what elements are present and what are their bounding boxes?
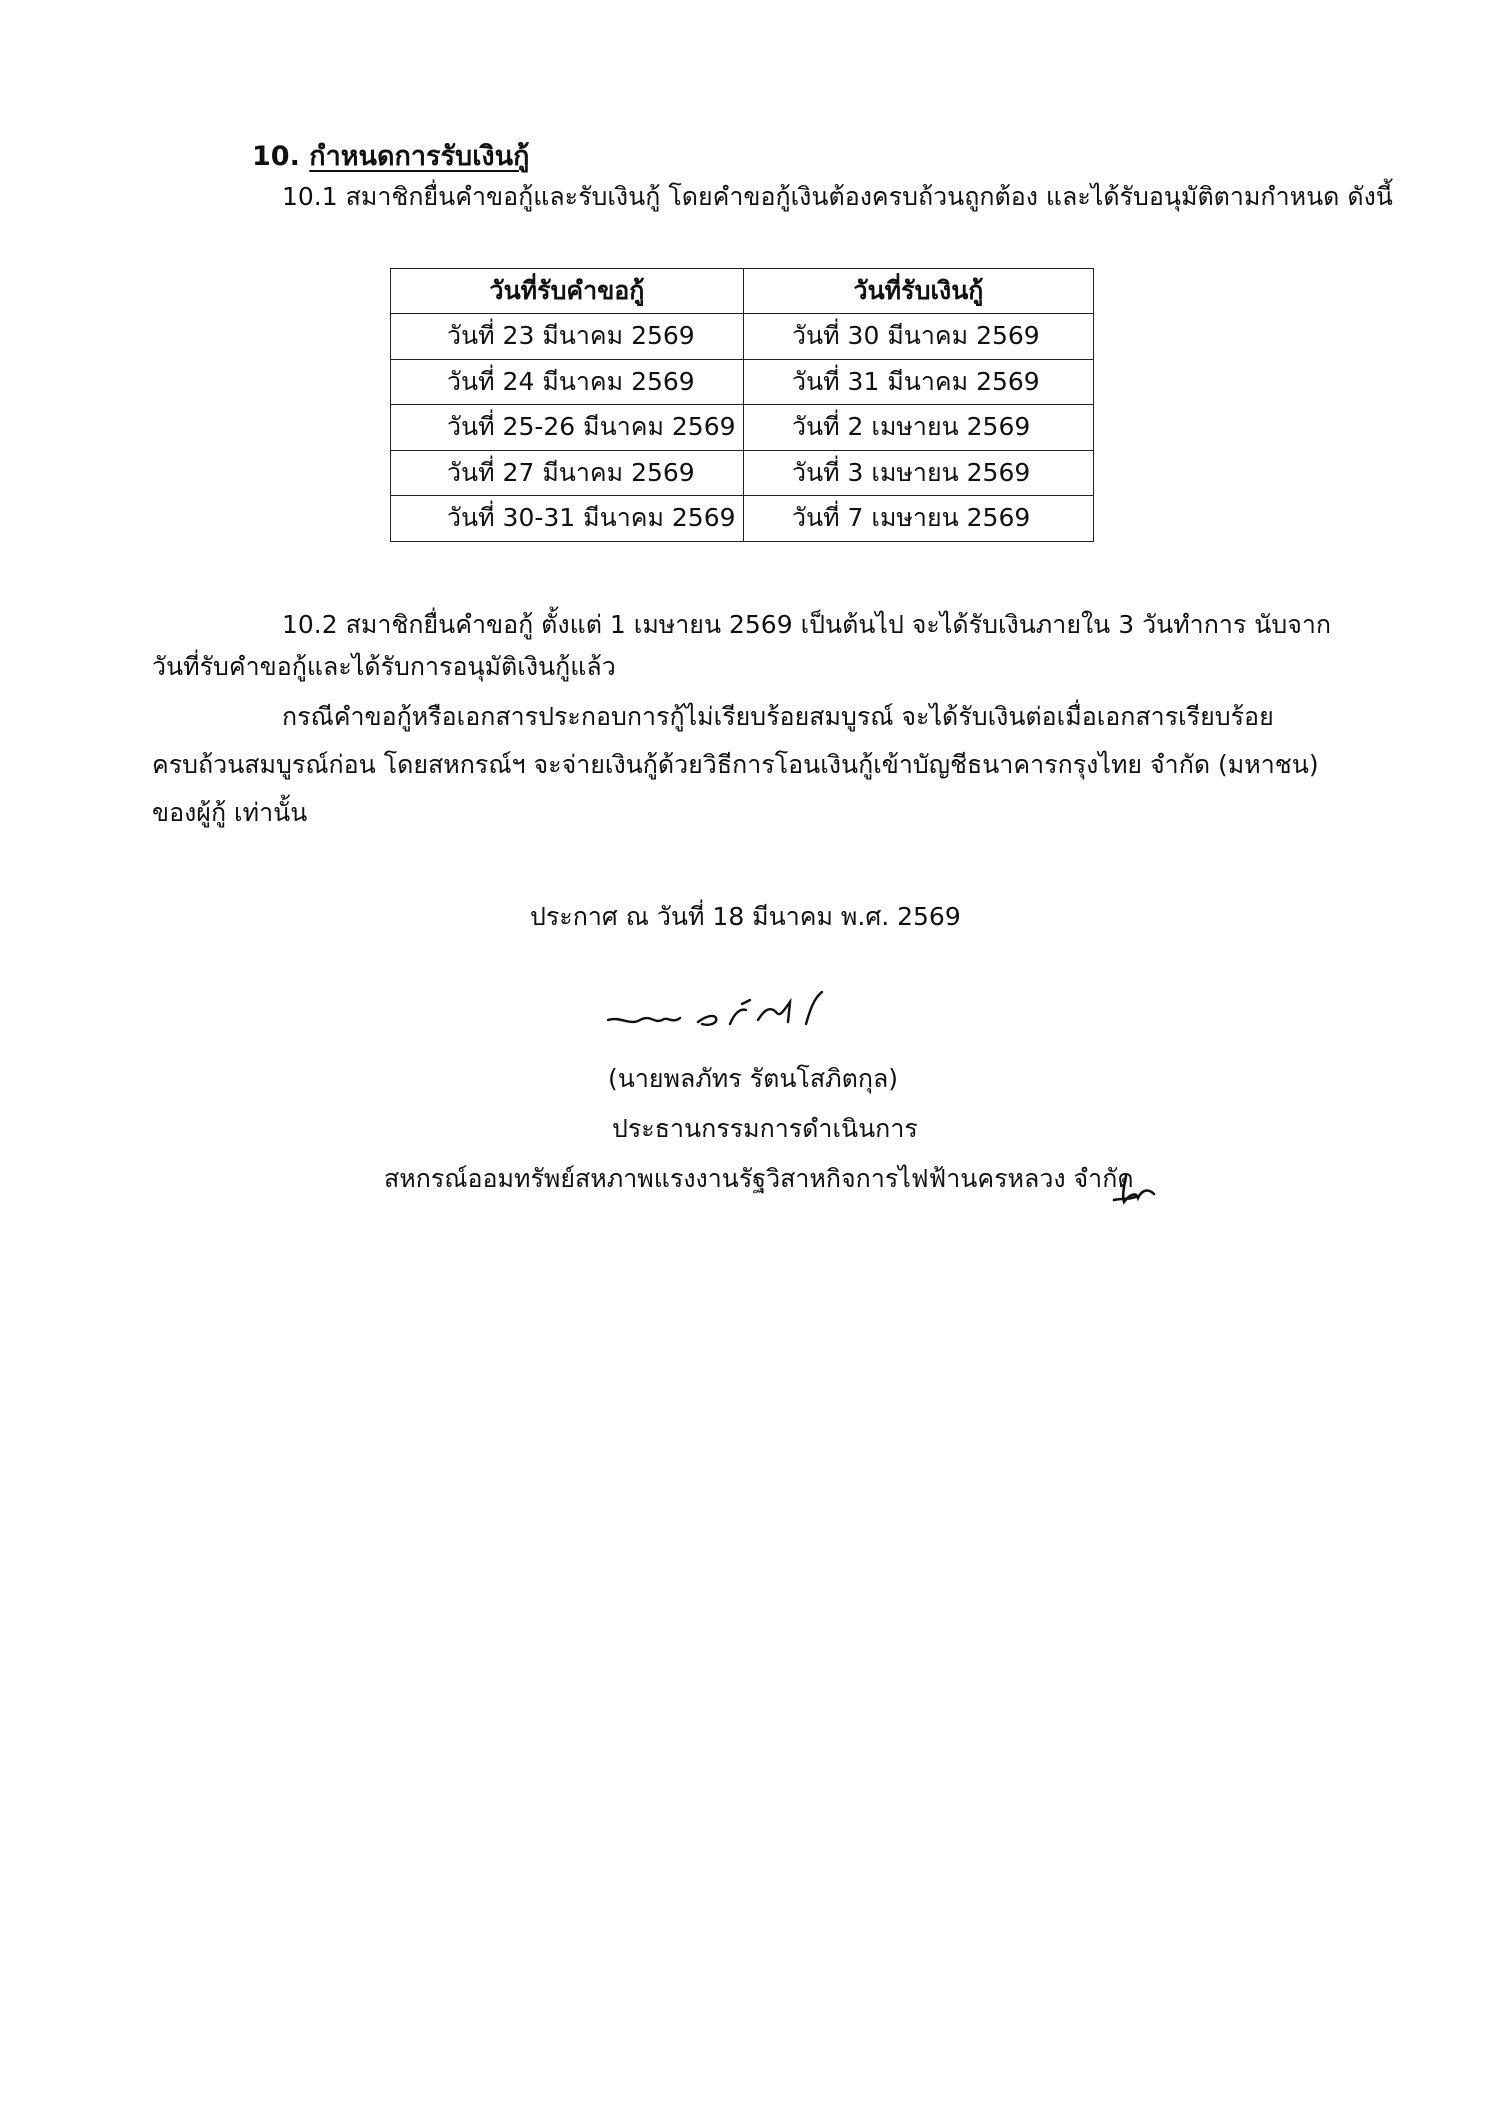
receive-date-cell: วันที่ 30 มีนาคม 2569: [744, 314, 1094, 360]
signer-name: (นายพลภัทร รัตนโสภิตกุล): [608, 1064, 899, 1093]
paragraph-10-2-line2: วันที่รับคำขอกู้และได้รับการอนุมัติเงินกู้แล้ว: [152, 652, 616, 681]
request-date-cell: วันที่ 24 มีนาคม 2569: [391, 359, 744, 405]
signer-organization: สหกรณ์ออมทรัพย์สหภาพแรงงานรัฐวิสาหกิจการไฟฟ้านครหลวง จำกัด: [384, 1164, 1134, 1193]
receive-date-cell: วันที่ 3 เมษายน 2569: [744, 450, 1094, 496]
announcement-date: ประกาศ ณ วันที่ 18 มีนาคม พ.ศ. 2569: [530, 902, 961, 931]
table-row: [391, 496, 1094, 542]
table-header-row: [391, 269, 1094, 314]
schedule-table: [390, 268, 1094, 542]
request-date-cell: วันที่ 30-31 มีนาคม 2569: [391, 496, 744, 542]
section-title: กำหนดการรับเงินกู้: [309, 141, 530, 172]
request-date-cell: วันที่ 25-26 มีนาคม 2569: [391, 405, 744, 451]
header-receive-date: วันที่รับเงินกู้: [744, 269, 1094, 314]
request-date-cell: วันที่ 23 มีนาคม 2569: [391, 314, 744, 360]
handwritten-initial: [1108, 1170, 1168, 1210]
request-date-cell: วันที่ 27 มีนาคม 2569: [391, 450, 744, 496]
receive-date-cell: วันที่ 2 เมษายน 2569: [744, 405, 1094, 451]
table-row: [391, 405, 1094, 451]
receive-date-cell: วันที่ 7 เมษายน 2569: [744, 496, 1094, 542]
section-number: 10.: [252, 141, 300, 172]
table-row: [391, 359, 1094, 405]
paragraph-case-line1: กรณีคำขอกู้หรือเอกสารประกอบการกู้ไม่เรียบร้อยสมบูรณ์ จะได้รับเงินต่อเมื่อเอกสารเรียบร้อย: [282, 702, 1274, 731]
header-request-date: วันที่รับคำขอกู้: [391, 269, 744, 314]
paragraph-10-2-line1: 10.2 สมาชิกยื่นคำขอกู้ ตั้งแต่ 1 เมษายน 2569 เป็นต้นไป จะได้รับเงินภายใน 3 วันทำการ นับจาก: [282, 610, 1332, 639]
paragraph-case-line2: ครบถ้วนสมบูรณ์ก่อน โดยสหกรณ์ฯ จะจ่ายเงินกู้ด้วยวิธีการโอนเงินกู้เข้าบัญชีธนาคารกรุงไทย จำกัด (มหาชน): [152, 750, 1319, 779]
section-heading: [252, 134, 529, 177]
paragraph-case-line3: ของผู้กู้ เท่านั้น: [152, 798, 308, 827]
signer-position: ประธานกรรมการดำเนินการ: [612, 1114, 918, 1143]
table-row: [391, 314, 1094, 360]
receive-date-cell: วันที่ 31 มีนาคม 2569: [744, 359, 1094, 405]
handwritten-signature: [600, 980, 850, 1040]
paragraph-10-1: 10.1 สมาชิกยื่นคำขอกู้และรับเงินกู้ โดยคำขอกู้เงินต้องครบถ้วนถูกต้อง และได้รับอนุมัติตามกำหนด ดังนี้: [282, 182, 1393, 211]
table-row: [391, 450, 1094, 496]
